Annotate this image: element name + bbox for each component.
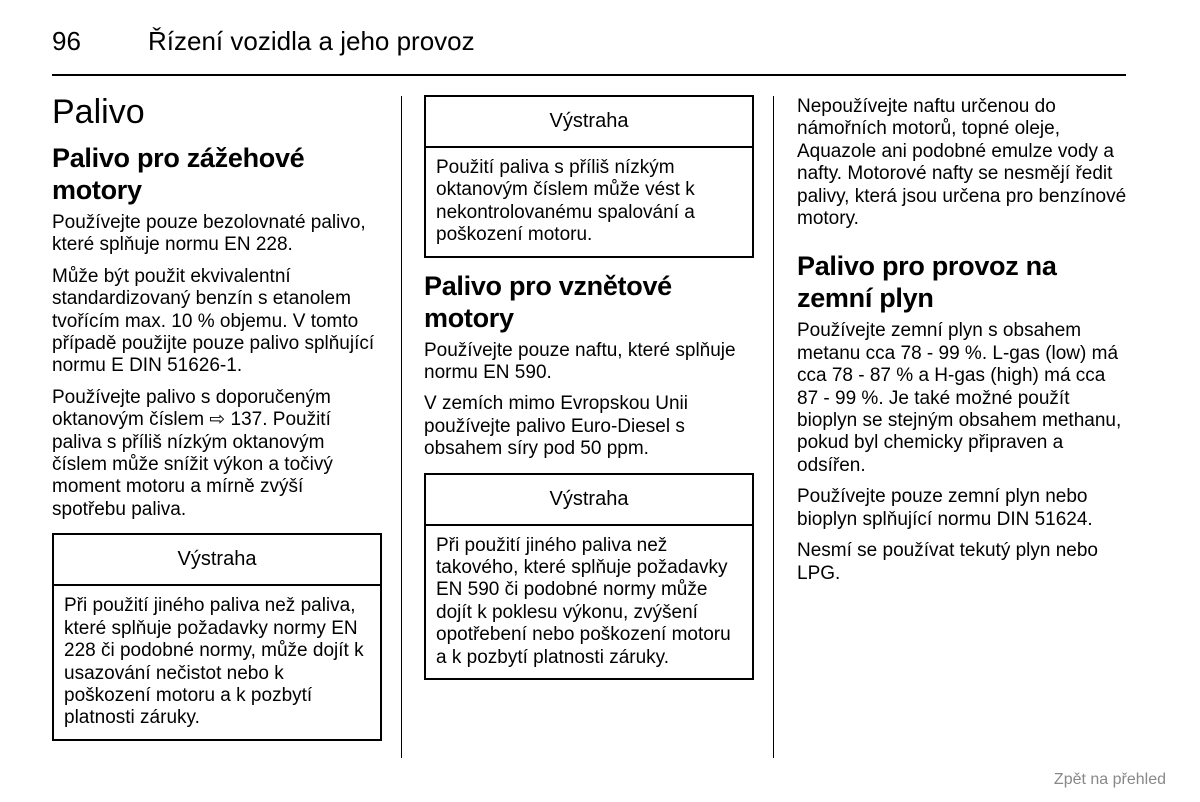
paragraph: Nepoužívejte naftu určenou do námořních motorů, topné oleje, Aquazole ani podobné emulze vody a nafty. Motorové nafty se nesmějí ředit palivy, která jsou určena pro benzínové motory. [797, 96, 1127, 230]
warning-box [424, 95, 754, 258]
paragraph: Používejte palivo s doporučeným oktanovým číslem ⇨ 137. Použití paliva s příliš nízkým oktanovým číslem může snížit výkon a točivý moment motoru a mírně zvýší spotřebu paliva. [52, 386, 333, 520]
column-3 [797, 96, 1127, 594]
subsection-title-natural-gas: Palivo pro provoz na zemní plyn [797, 251, 1057, 314]
paragraph: Nesmí se používat tekutý plyn nebo LPG. [797, 540, 1098, 584]
column-1 [52, 92, 382, 753]
warning-body: Při použití jiného paliva než paliva, které splňuje požadavky normy EN 228 či podobné normy, může dojít k usazování nečistot nebo k poškození motoru a k pozbytí platnosti záruky. [64, 595, 364, 729]
paragraph: Používejte pouze zemní plyn nebo bioplyn splňující normu DIN 51624. [797, 486, 1093, 530]
section-title: Palivo [52, 93, 145, 131]
paragraph: Používejte zemní plyn s obsahem metanu cca 78 - 99 %. L-gas (low) má cca 78 - 87 % a H-gas (high) má cca 87 - 99 %. Je také možné použít bioplyn se stejným obsahem methanu, pokud byl chemicky připraven a odsířen. [797, 320, 1122, 476]
warning-title: Výstraha [54, 535, 380, 586]
chapter-title: Řízení vozidla a jeho provoz [148, 26, 475, 56]
paragraph: Může být použit ekvivalentní standardizovaný benzín s etanolem tvořícím max. 10 % objemu. V tomto případě použijte pouze palivo splňující normu E DIN 51626-1. [52, 265, 375, 377]
paragraph: Používejte pouze naftu, které splňuje normu EN 590. [424, 339, 736, 384]
page-header [52, 24, 1126, 76]
warning-title: Výstraha [426, 475, 752, 526]
subsection-title-petrol: Palivo pro zážehové motory [52, 143, 305, 205]
warning-box [424, 473, 754, 680]
warning-body: Použití paliva s příliš nízkým oktanovým číslem může vést k nekontrolovanému spalování a poškození motoru. [436, 157, 695, 246]
column-divider-1 [401, 96, 402, 758]
page-number: 96 [52, 26, 81, 56]
warning-box [52, 533, 382, 740]
paragraph: Používejte pouze bezolovnaté palivo, které splňuje normu EN 228. [52, 212, 366, 256]
column-divider-2 [773, 96, 774, 758]
subsection-title-diesel: Palivo pro vznětové motory [424, 270, 672, 333]
warning-body: Při použití jiného paliva než takového, které splňuje požadavky EN 590 či podobné normy může dojít k poklesu výkonu, zvýšení opotřebení nebo poškození motoru a k pozbytí platnosti záruky. [436, 534, 731, 668]
column-2 [424, 95, 754, 692]
paragraph: V zemích mimo Evropskou Unii používejte palivo Euro-Diesel s obsahem síry pod 50 ppm. [424, 393, 688, 460]
warning-title: Výstraha [426, 97, 752, 148]
back-to-overview-link[interactable]: Zpět na přehled [1053, 771, 1166, 788]
